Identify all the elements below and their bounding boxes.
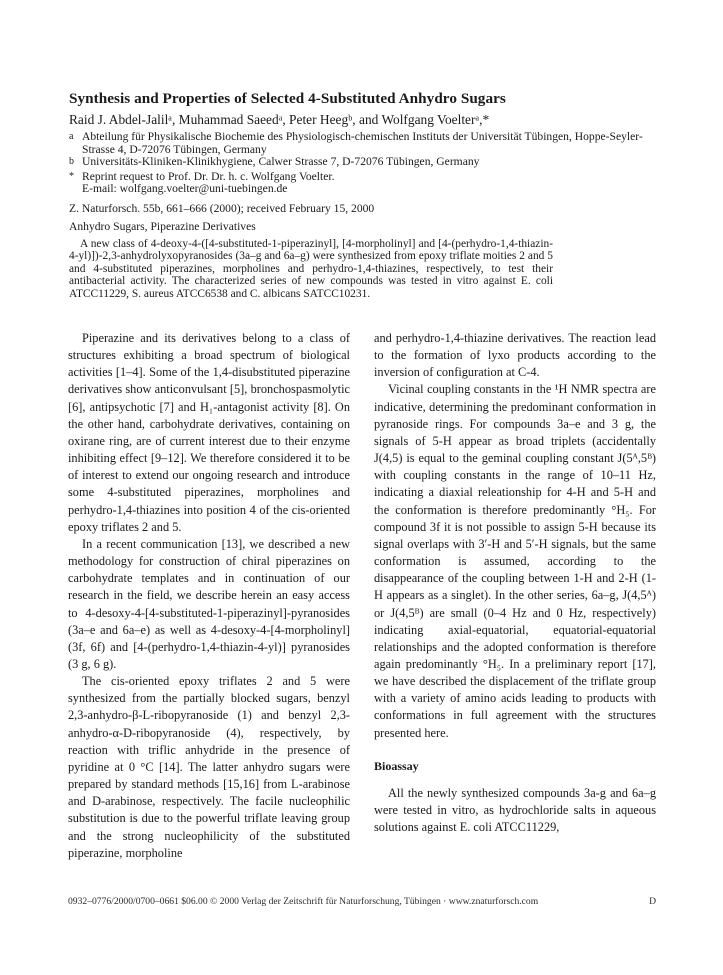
abstract: A new class of 4-deoxy-4-([4-substituted-1-piperazinyl], [4-morpholinyl] and [4-(perhydro-1,4-thiazin-4-yl)])-2,3-anhydrolyxopyranosides (3a–g and 6a–g) were synthesized from epoxy triflate moities 2 and 5 and 4-substituted piperazines, morpholines and perhydro-1,4-thiazines, respectively, to test their antibacterial activity. The characterized series of new compounds was tested in vitro against E. coli ATCC11229, S. aureus ATCC6538 and C. albicans SATCC10231. <box>69 237 553 300</box>
left-column <box>68 330 350 862</box>
affiliation-marker: b <box>69 156 74 168</box>
corresponding-marker: * <box>69 170 74 182</box>
citation-line: Z. Naturforsch. 55b, 661–666 (2000); received February 15, 2000 <box>69 201 375 215</box>
footer-mark: D <box>649 896 656 907</box>
affiliation-b <box>69 156 657 169</box>
body-columns <box>68 330 656 862</box>
article-header <box>69 90 657 300</box>
affiliation-text: Abteilung für Physikalische Biochemie des Physiologisch-chemischen Instituts der Universität Tübingen, Hoppe-Seyler-Strasse 4, D-72076 Tübingen, Germany <box>82 130 643 156</box>
affiliation-a <box>69 131 657 156</box>
paragraph: In a recent communication [13], we described a new methodology for construction of chiral piperazines on carbohydrate templates and in continuation of our research in the field, we describe herein an easy access to 4-desoxy-4-[4-substituted-1-piperazinyl]-pyranosides (3a–e and 6a–e) as well as 4-desoxy-4-[4-morpholinyl] (3f, 6f) and [4-(perhydro-1,4-thiazin-4-yl)] pyranosides (3 g, 6 g). <box>68 536 350 671</box>
paragraph: and perhydro-1,4-thiazine derivatives. The reaction lead to the formation of lyxo products according to the inversion of configuration at C-4. <box>374 331 656 380</box>
right-column <box>374 330 656 862</box>
copyright-line: 0932–0776/2000/0700–0661 $06.00 © 2000 Verlag der Zeitschrift für Naturforschung, Tübingen · www.znaturforsch.com <box>68 896 539 907</box>
contact-email[interactable]: E-mail: wolfgang.voelter@uni-tuebingen.de <box>82 182 288 196</box>
author-list: Raid J. Abdel-Jalilᵃ, Muhammad Saeedᵃ, Peter Heegᵇ, and Wolfgang Voelterᵃ,* <box>69 112 490 127</box>
article-title: Synthesis and Properties of Selected 4-Substituted Anhydro Sugars <box>69 90 506 107</box>
keywords: Anhydro Sugars, Piperazine Derivatives <box>69 219 256 233</box>
corresponding-author <box>69 171 657 196</box>
affiliation-marker: a <box>69 131 74 142</box>
paragraph: Vicinal coupling constants in the ¹H NMR spectra are indicative, determining the predominant conformation in pyranoside rings. For compounds 3a–e and 3 g, the signals of 5-H appear as broad triplets (accidentally J(4,5) is equal to the geminal coupling constant J(5ᴬ,5ᴮ) with coupling constants in the range of 10–11 Hz, indicating a diaxial releationship for 4-H and 5-H and the conformation is therefore predominantly °H₅. For compound 3f it is not possible to assign 5-H because its signal overlaps with 3′-H and 5′-H signals, but the same conformation is assumed, according to the disappearance of the coupling between 1-H and 2-H (1-H appears as a singlet). In the other series, 6a–g, J(4,5ᴬ) or J(4,5ᴮ) are small (0–4 Hz and 0 Hz, respectively) indicating axial-equatorial, equatorial-equatorial relationships and the adopted conformation is therefore again predominantly °H₅. In a preliminary report [17], we have described the displacement of the triflate group with a variety of amino acids leading to products with conformations in full agreement with the structures presented here. <box>374 382 656 740</box>
page-footer <box>68 896 656 907</box>
affiliation-text: Universitäts-Kliniken-Klinikhygiene, Calwer Strasse 7, D-72076 Tübingen, Germany <box>82 155 480 169</box>
section-heading: Bioassay <box>374 758 419 773</box>
reprint-request: Reprint request to Prof. Dr. Dr. h. c. Wolfgang Voelter. <box>82 169 335 183</box>
paragraph: Piperazine and its derivatives belong to a class of structures exhibiting a broad spectrum of biological activities [1–4]. Some of the 1,4-disubstituted piperazine derivatives show anticonvulsant [5], bronchospasmolytic [6], antipsychotic [7] and H₁-antagonist activity [8]. On the other hand, carbohydrate derivatives, containing on oxirane ring, are of current interest due to their enzyme inhibiting effect [9–12]. We therefore considered it to be of interest to extend our ongoing research and introduce some 4-substituted piperazines, morpholines and perhydro-1,4-thiazines into position 4 of the cis-oriented epoxy triflates 2 and 5. <box>68 331 350 534</box>
paragraph: All the newly synthesized compounds 3a-g and 6a–g were tested in vitro, as hydrochloride salts in aqueous solutions against E. coli ATCC11229, <box>374 785 656 835</box>
paragraph: The cis-oriented epoxy triflates 2 and 5 were synthesized from the partially blocked sugars, benzyl 2,3-anhydro-β-L-ribopyranoside (1) and benzyl 2,3-anhydro-α-D-ribopyranoside (4), respectively, by reaction with triflic anhydride in the presence of pyridine at 0 °C [14]. The latter anhydro sugars were prepared by standard methods [15,16] from L-arabinose and D-arabinose, respectively. The facile nucleophilic substitution is due to the powerful triflate leaving group and the strong nucleophilicity of the substituted piperazine, morpholine <box>68 674 350 860</box>
